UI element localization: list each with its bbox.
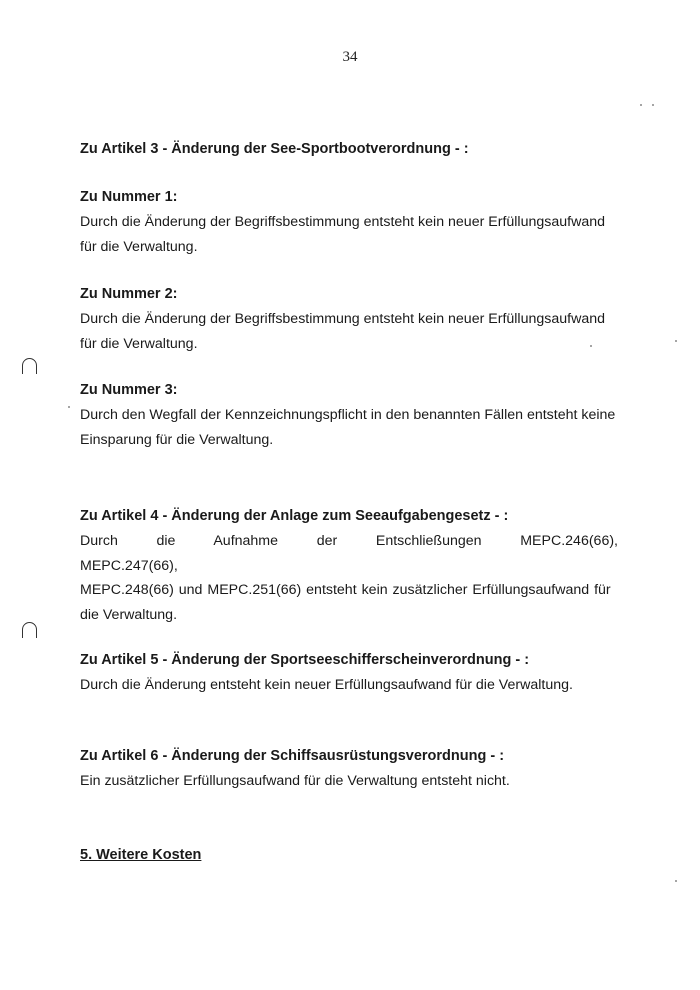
paragraph-line: für die Verwaltung. <box>80 335 198 352</box>
punch-hole-mark <box>22 358 37 374</box>
subsection-heading: Zu Nummer 3: <box>80 382 178 398</box>
section-heading: Zu Artikel 6 - Änderung der Schiffsausrüstungsverordnung - : <box>80 748 505 764</box>
scan-speck <box>590 345 592 347</box>
paragraph-line: Einsparung für die Verwaltung. <box>80 431 274 448</box>
paragraph-line: Durch die Änderung der Begriffsbestimmung entsteht kein neuer Erfüllungsaufwand <box>80 311 605 327</box>
paragraph-line: Durch die Aufnahme der Entschließungen MEPC.246(66), MEPC.247(66), <box>80 533 618 574</box>
section-heading: Zu Artikel 4 - Änderung der Anlage zum Seeaufgabengesetz - : <box>80 508 509 524</box>
paragraph-line: Durch die Änderung entsteht kein neuer Erfüllungsaufwand für die Verwaltung. <box>80 677 573 693</box>
scan-speck <box>675 340 677 342</box>
punch-hole-mark <box>22 622 37 638</box>
section-artikel-4 <box>80 503 618 627</box>
paragraph-line: MEPC.248(66) und MEPC.251(66) entsteht kein zusätzlicher Erfüllungsaufwand für <box>80 582 611 598</box>
section-weitere-kosten <box>80 842 618 868</box>
section-artikel-3 <box>80 136 618 162</box>
page-number: 34 <box>342 49 358 65</box>
paragraph-line: Durch die Änderung der Begriffsbestimmung entsteht kein neuer Erfüllungsaufwand <box>80 214 605 230</box>
section-artikel-5 <box>80 647 618 698</box>
scan-speck <box>640 104 642 106</box>
paragraph-line: Durch den Wegfall der Kennzeichnungspflicht in den benannten Fällen entsteht keine <box>80 407 616 423</box>
subsection-heading: Zu Nummer 2: <box>80 286 178 302</box>
subsection-nummer-3 <box>80 377 618 452</box>
scan-speck <box>675 880 677 882</box>
section-heading: Zu Artikel 5 - Änderung der Sportseeschifferscheinverordnung - : <box>80 652 530 668</box>
paragraph-line: für die Verwaltung. <box>80 238 198 255</box>
section-artikel-6 <box>80 743 618 794</box>
subsection-nummer-1 <box>80 184 618 259</box>
scan-speck <box>68 406 70 408</box>
section-heading: Zu Artikel 3 - Änderung der See-Sportbootverordnung - : <box>80 141 469 157</box>
section-heading: 5. Weitere Kosten <box>80 847 202 863</box>
subsection-heading: Zu Nummer 1: <box>80 189 178 205</box>
scan-speck <box>652 104 654 106</box>
paragraph-line: Ein zusätzlicher Erfüllungsaufwand für die Verwaltung entsteht nicht. <box>80 773 510 789</box>
subsection-nummer-2 <box>80 281 618 356</box>
paragraph-line: die Verwaltung. <box>80 606 178 623</box>
